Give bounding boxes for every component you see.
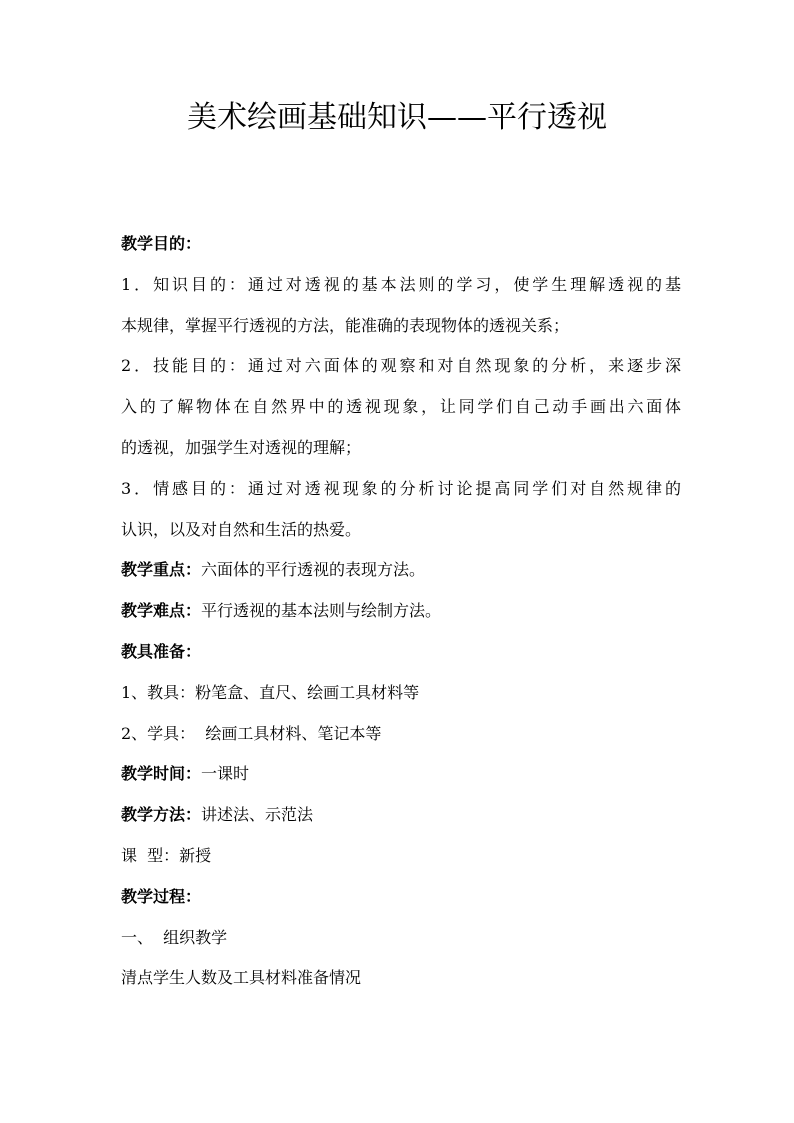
difficulty-text: 平行透视的基本法则与绘制方法。 xyxy=(201,601,442,621)
difficulty-label: 教学难点： xyxy=(121,601,202,621)
method-label: 教学方法： xyxy=(121,805,202,825)
document-body xyxy=(121,224,681,999)
objective-3-line-1: 3．情感目的：通过对透视现象的分析讨论提高同学们对自然规律的 xyxy=(121,478,681,498)
objective-1-line-2: 本规律，掌握平行透视的方法，能准确的表现物体的透视关系； xyxy=(121,315,570,335)
objectives-heading: 教学目的： xyxy=(121,234,202,253)
step-1-heading: 一、 组织教学 xyxy=(121,927,228,947)
step-1-text: 清点学生人数及工具材料准备情况 xyxy=(121,968,362,988)
key-point-text: 六面体的平行透视的表现方法。 xyxy=(201,560,426,580)
process-heading: 教学过程： xyxy=(121,886,202,906)
objective-2-line-3: 的透视，加强学生对透视的理解； xyxy=(121,437,362,457)
time-label: 教学时间： xyxy=(121,764,202,784)
method-row xyxy=(121,795,681,836)
objective-2-line-1: 2．技能目的：通过对六面体的观察和对自然现象的分析，来逐步深 xyxy=(121,356,681,376)
material-1: 1、教具：粉笔盒、直尺、绘画工具材料等 xyxy=(121,682,420,702)
objective-2-line-2: 入的了解物体在自然界中的透视现象，让同学们自己动手画出六面体 xyxy=(121,397,681,417)
objective-3-line-2: 认识，以及对自然和生活的热爱。 xyxy=(121,519,362,539)
key-point-label: 教学重点： xyxy=(121,560,202,580)
time-text: 一课时 xyxy=(201,764,250,784)
material-2: 2、学具： 绘画工具材料、笔记本等 xyxy=(121,723,382,743)
lesson-type: 课 型：新授 xyxy=(121,845,212,865)
key-point-row xyxy=(121,550,681,591)
time-row xyxy=(121,754,681,795)
objective-1-line-1: 1．知识目的：通过对透视的基本法则的学习，使学生理解透视的基 xyxy=(121,274,681,294)
materials-heading: 教具准备： xyxy=(121,641,202,661)
document-title: 美术绘画基础知识——平行透视 xyxy=(187,100,607,135)
difficulty-row xyxy=(121,591,681,632)
method-text: 讲述法、示范法 xyxy=(201,805,314,825)
